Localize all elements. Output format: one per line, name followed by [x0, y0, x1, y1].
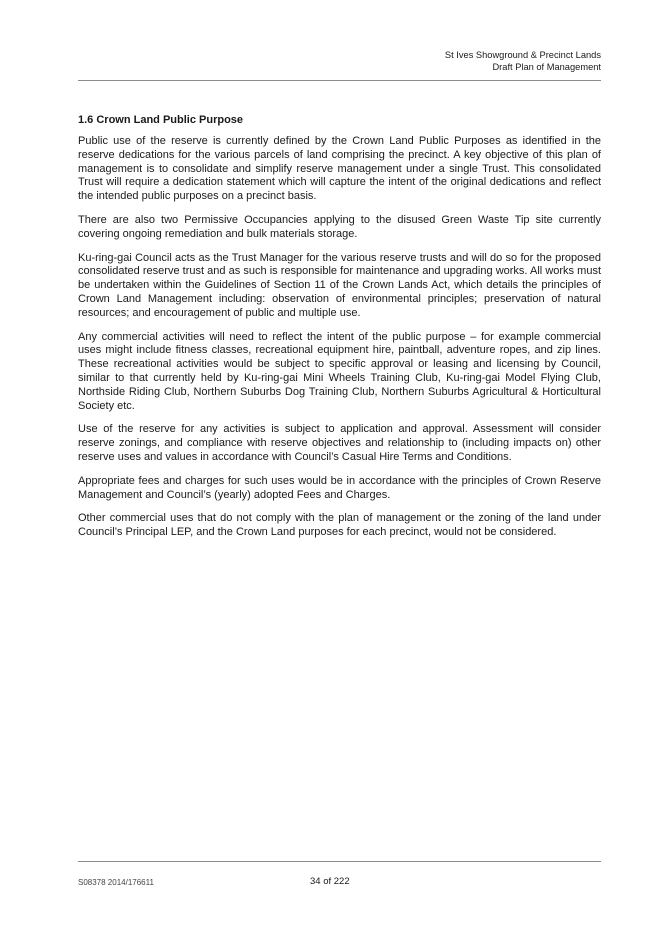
paragraph-permissive-occupancies: There are also two Permissive Occupancies applying to the disused Green Waste Tip site currently covering ongoing remediation and bulk materials storage. [78, 213, 601, 240]
paragraph-public-use: Public use of the reserve is currently defined by the Crown Land Public Purposes as identified in the reserve dedications for the various parcels of land comprising the precinct. A key objective of this plan of management is to consolidate and simplify reserve management under a single Trust. This consolidated Trust will require a dedication statement which will capture the intent of the original dedications and reflect the intended public purposes on a precinct basis. [78, 135, 601, 203]
paragraph-non-compliant-uses: Other commercial uses that do not comply with the plan of management or the zoning of the land under Council’s Principal LEP, and the Crown Land purposes for each precinct, would not be considered. [78, 512, 601, 539]
paragraph-commercial-activities: Any commercial activities will need to reflect the intent of the public purpose – for example commercial uses might include fitness classes, recreational equipment hire, paintball, adventure ropes, and zip lines. These recreational activities would be subject to specific approval or leasing and licensing by Council, similar to that currently held by Ku-ring-gai Mini Wheels Training Club, Ku-ring-gai Model Flying Club, Northside Riding Club, Northern Suburbs Dog Training Club, Northern Suburbs Agricultural & Horticultural Society etc. [78, 330, 601, 412]
header-divider [78, 80, 601, 81]
header-document-subtitle: Draft Plan of Management [492, 62, 601, 72]
footer-reference: S08378 2014/176611 [78, 878, 154, 887]
footer-divider [78, 861, 601, 862]
paragraph-trust-manager: Ku-ring-gai Council acts as the Trust Manager for the various reserve trusts and will do so for the proposed consolidated reserve trust and as such is responsible for maintenance and upgrading works. All works must be undertaken within the Guidelines of Section 11 of the Crown Lands Act, which details the principles of Crown Land Management including: observation of environmental principles; preservation of natural resources; and encouragement of public and multiple use. [78, 251, 601, 319]
page-number: 34 of 222 [310, 876, 350, 887]
page-content [78, 113, 601, 550]
section-heading: 1.6 Crown Land Public Purpose [78, 114, 244, 126]
header-document-title: St Ives Showground & Precinct Lands [444, 50, 601, 60]
page-header [445, 49, 601, 73]
paragraph-fees-charges: Appropriate fees and charges for such uses would be in accordance with the principles of Crown Reserve Management and Council’s (yearly) adopted Fees and Charges. [78, 474, 601, 501]
paragraph-application-approval: Use of the reserve for any activities is subject to application and approval. Assessment will consider reserve zonings, and compliance with reserve objectives and relationship to (including impacts on) other reserve uses and values in accordance with Council’s Casual Hire Terms and Conditions. [78, 423, 601, 463]
